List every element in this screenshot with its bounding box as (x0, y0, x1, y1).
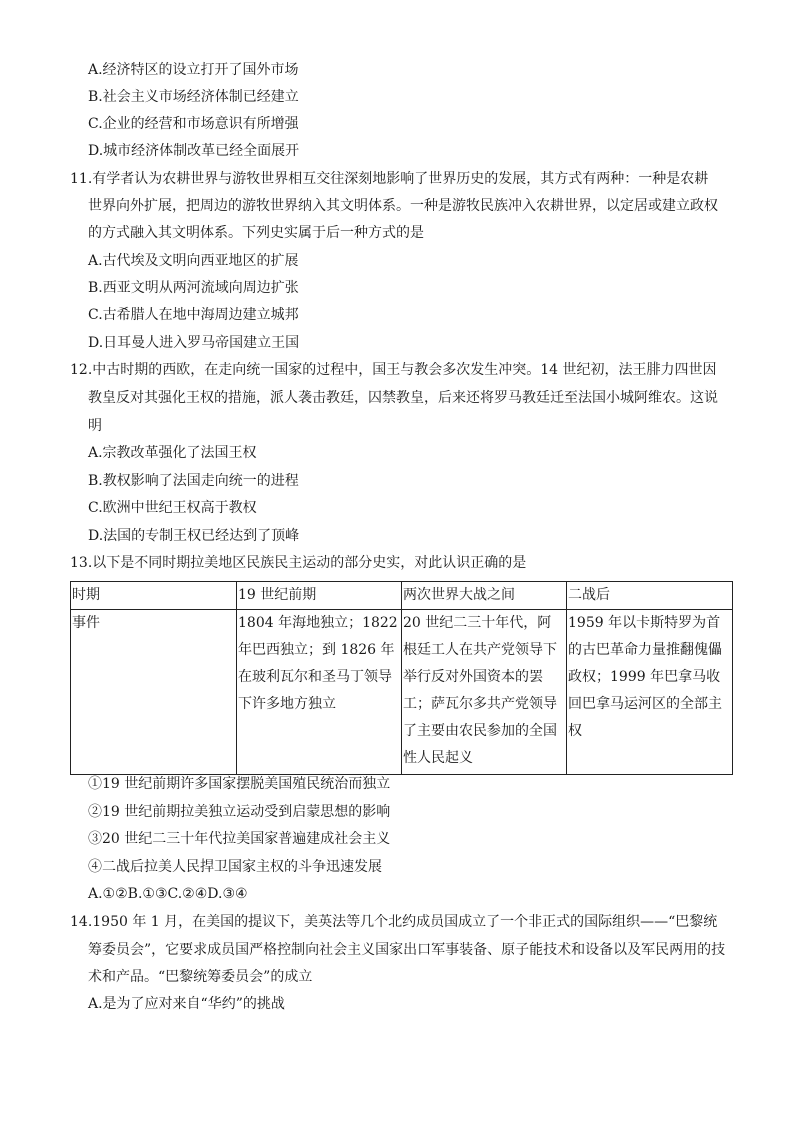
table-header-row (71, 582, 733, 610)
q13-statement-3: ③20 世纪二三十年代拉美国家普遍建成社会主义 (88, 831, 391, 847)
q12-stem-line-3: 明 (88, 418, 102, 434)
table-cell-19th-century: 1804 年海地独立；1822 年巴西独立；到 1826 年在玻利瓦尔和圣马丁领导下许多地方独立 (237, 610, 402, 775)
table-header-period: 时期 (71, 582, 237, 610)
q13-statement-2: ②19 世纪前期拉美独立运动受到启蒙思想的影响 (88, 804, 391, 820)
q11-option-b: B.西亚文明从两河流域向周边扩张 (88, 280, 299, 296)
q11-option-c: C.古希腊人在地中海周边建立城邦 (88, 307, 299, 323)
q12-option-d: D.法国的专制王权已经达到了顶峰 (88, 528, 300, 544)
q14-stem-line-1: 14.1950 年 1 月，在美国的提议下，美英法等几个北约成员国成立了一个非正式的国际组织——“巴黎统 (70, 914, 718, 930)
q13-statement-1: ①19 世纪前期许多国家摆脱美国殖民统治而独立 (88, 776, 391, 792)
q12-stem-line-1: 12.中古时期的西欧，在走向统一国家的过程中，国王与教会多次发生冲突。14 世纪初，法王腓力四世因 (70, 362, 717, 378)
table-row (71, 610, 733, 775)
q13-choices: A.①②B.①③C.②④D.③④ (88, 886, 248, 902)
q11-option-a: A.古代埃及文明向西亚地区的扩展 (88, 253, 299, 269)
q10-option-b: B.社会主义市场经济体制已经建立 (88, 89, 299, 105)
q11-option-d: D.日耳曼人进入罗马帝国建立王国 (88, 335, 300, 351)
table-header-interwar: 两次世界大战之间 (402, 582, 567, 610)
q10-option-c: C.企业的经营和市场意识有所增强 (88, 116, 299, 132)
q14-stem-line-3: 术和产品。“巴黎统筹委员会”的成立 (88, 969, 313, 985)
q13-events-table (70, 581, 733, 775)
q10-option-d: D.城市经济体制改革已经全面展开 (88, 143, 300, 159)
q11-stem-line-1: 11.有学者认为农耕世界与游牧世界相互交往深刻地影响了世界历史的发展，其方式有两种：一种是农耕 (70, 171, 709, 187)
q11-stem-line-2: 世界向外扩展，把周边的游牧世界纳入其文明体系。一种是游牧民族冲入农耕世界，以定居或建立政权 (88, 198, 718, 214)
q13-stem: 13.以下是不同时期拉美地区民族民主运动的部分史实，对此认识正确的是 (70, 555, 527, 571)
q10-option-a: A.经济特区的设立打开了国外市场 (88, 62, 299, 78)
q12-option-b: B.教权影响了法国走向统一的进程 (88, 473, 299, 489)
q14-option-a: A.是为了应对来自“华约”的挑战 (88, 996, 285, 1012)
q14-stem-line-2: 筹委员会”，它要求成员国严格控制向社会主义国家出口军事装备、原子能技术和设备以及军民两用的技 (88, 942, 726, 958)
table-cell-postwar: 1959 年以卡斯特罗为首的古巴革命力量推翻傀儡政权；1999 年巴拿马收回巴拿马运河区的全部主权 (567, 610, 733, 775)
table-header-postwar: 二战后 (567, 582, 733, 610)
q13-statement-4: ④二战后拉美人民捍卫国家主权的斗争迅速发展 (88, 859, 382, 875)
table-cell-interwar: 20 世纪二三十年代，阿根廷工人在共产党领导下举行反对外国资本的罢工；萨瓦尔多共产党领导了主要由农民参加的全国性人民起义 (402, 610, 567, 775)
table-cell-events-label: 事件 (71, 610, 237, 775)
q12-option-c: C.欧洲中世纪王权高于教权 (88, 500, 257, 516)
q12-stem-line-2: 教皇反对其强化王权的措施，派人袭击教廷，囚禁教皇，后来还将罗马教廷迁至法国小城阿维农。这说 (88, 390, 718, 406)
q11-stem-line-3: 的方式融入其文明体系。下列史实属于后一种方式的是 (88, 225, 424, 241)
table-header-19th-century: 19 世纪前期 (237, 582, 402, 610)
q12-option-a: A.宗教改革强化了法国王权 (88, 445, 257, 461)
